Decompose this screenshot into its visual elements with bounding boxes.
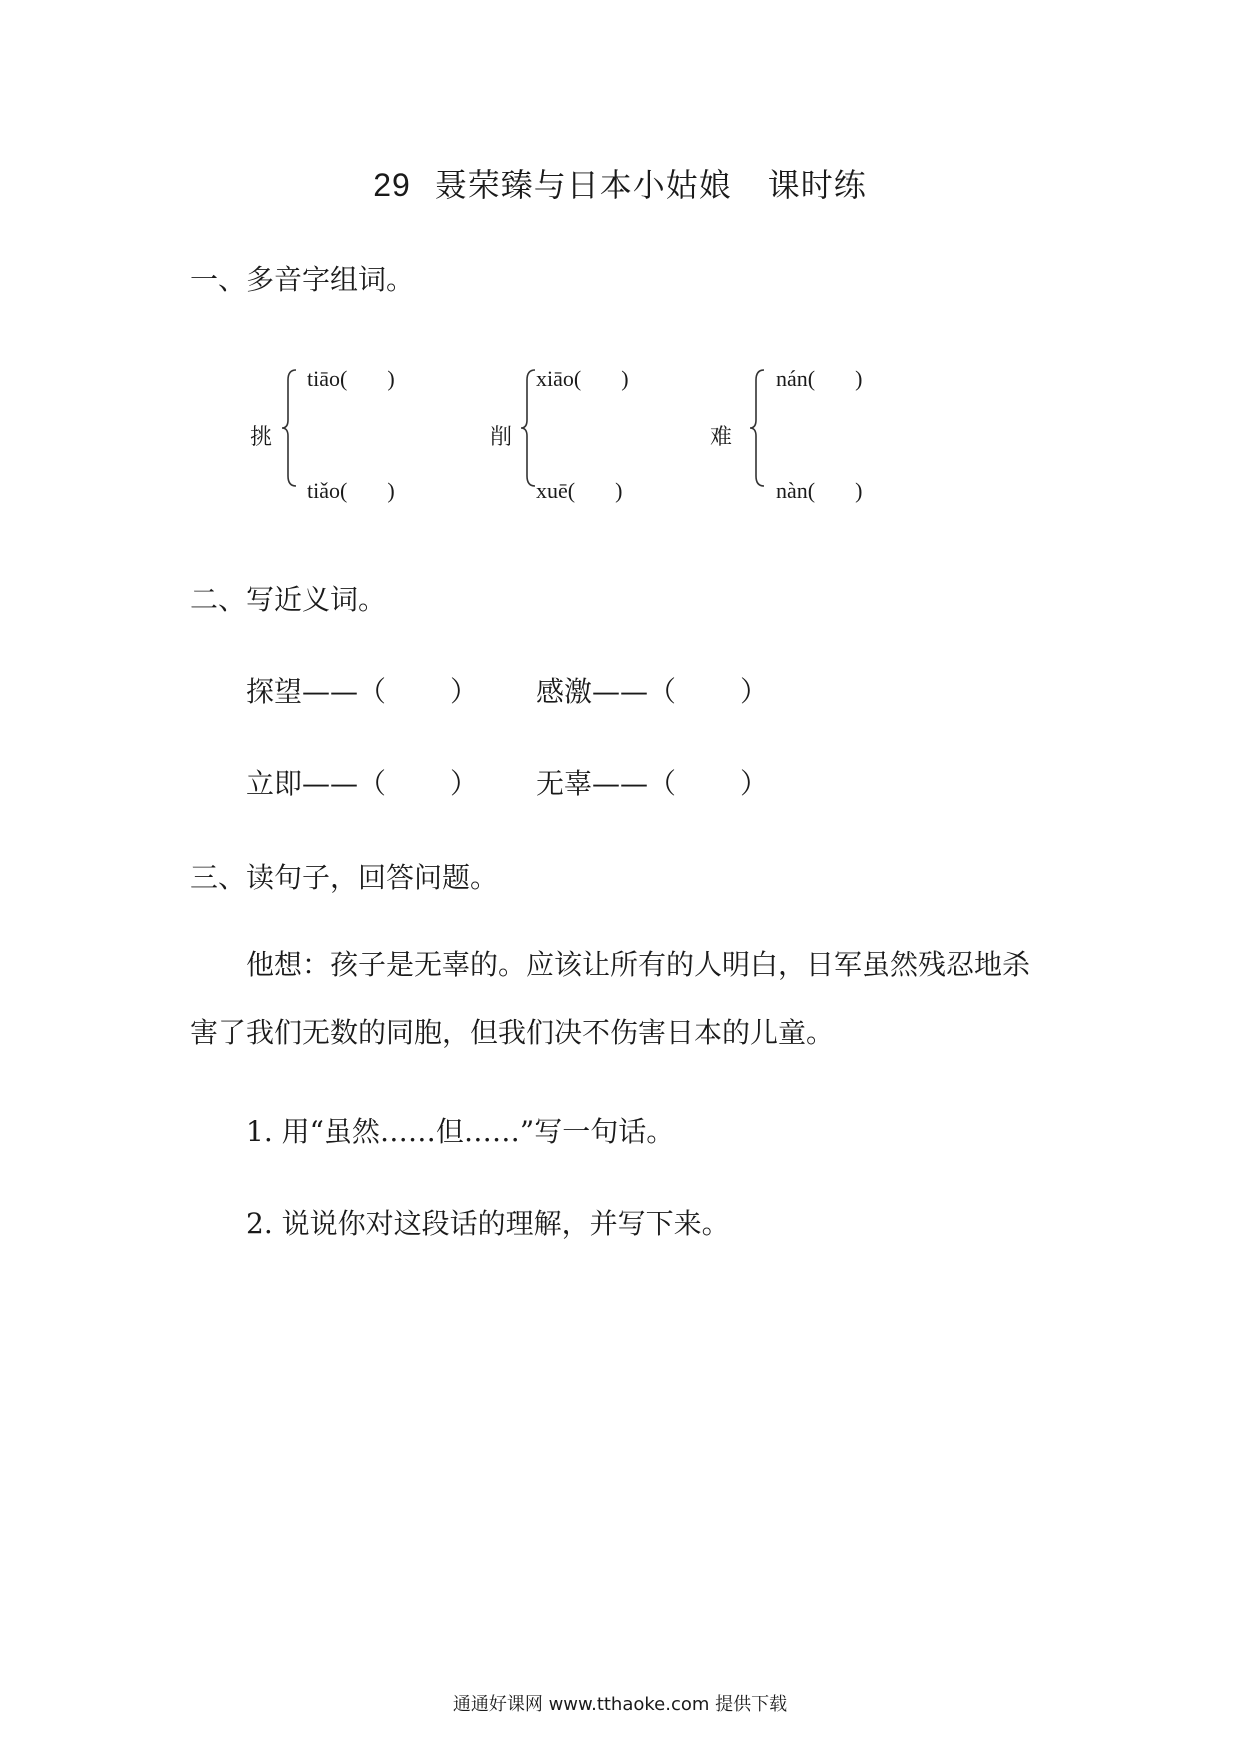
synonym-item-4 — [536, 762, 768, 802]
pinyin-label: xuē( — [536, 478, 576, 503]
polyphone-char-1: 挑 — [250, 425, 273, 450]
synonym-word: 无辜——（ — [536, 767, 677, 800]
paren-close: ) — [855, 478, 863, 503]
synonym-item-2 — [536, 670, 768, 710]
paren-close: ） — [740, 767, 769, 800]
brace-icon — [519, 368, 537, 488]
brace-icon — [748, 368, 766, 488]
pinyin-label: nán( — [776, 366, 816, 391]
page-title — [0, 160, 1240, 206]
footer-source: 通通好课网 www.tthaoke.com 提供下载 — [452, 1694, 788, 1715]
polyphone-char-2: 削 — [490, 425, 513, 450]
pinyin-row — [536, 478, 622, 504]
pinyin-label: nàn( — [776, 478, 816, 503]
synonym-item-1 — [246, 670, 478, 710]
paren-close: ) — [387, 366, 395, 391]
section2-heading: 二、写近义词。 — [190, 583, 387, 616]
passage-line-1: 他想：孩子是无辜的。应该让所有的人明白，日军虽然残忍地杀 — [246, 948, 1031, 981]
pinyin-label: xiāo( — [536, 366, 582, 391]
paren-close: ） — [450, 675, 479, 708]
synonym-word: 立即——（ — [246, 767, 387, 800]
question-2: 2. 说说你对这段话的理解，并写下来。 — [246, 1207, 730, 1240]
paren-close: ) — [615, 478, 623, 503]
passage-line-2: 害了我们无数的同胞，但我们决不伤害日本的儿童。 — [190, 1016, 835, 1049]
lesson-title: 聂荣臻与日本小姑娘 — [434, 166, 732, 204]
pinyin-row — [307, 478, 395, 504]
lesson-number: 29 — [373, 167, 411, 203]
paren-close: ) — [387, 478, 395, 503]
paren-close: ) — [855, 366, 863, 391]
section1-heading: 一、多音字组词。 — [190, 263, 415, 296]
paren-close: ） — [450, 767, 479, 800]
title-suffix: 课时练 — [767, 166, 867, 204]
paren-close: ） — [740, 675, 769, 708]
polyphone-char-3: 难 — [710, 425, 733, 450]
pinyin-row — [776, 366, 862, 392]
question-1: 1. 用“虽然……但……”写一句话。 — [246, 1115, 675, 1148]
synonym-word: 感激——（ — [536, 675, 677, 708]
brace-icon — [280, 368, 298, 488]
pinyin-label: tiǎo( — [307, 478, 348, 503]
pinyin-row — [307, 366, 395, 392]
section3-heading: 三、读句子，回答问题。 — [190, 861, 499, 894]
paren-close: ) — [621, 366, 629, 391]
pinyin-row — [536, 366, 629, 392]
pinyin-row — [776, 478, 862, 504]
pinyin-label: tiāo( — [307, 366, 348, 391]
synonym-item-3 — [246, 762, 478, 802]
synonym-word: 探望——（ — [246, 675, 387, 708]
